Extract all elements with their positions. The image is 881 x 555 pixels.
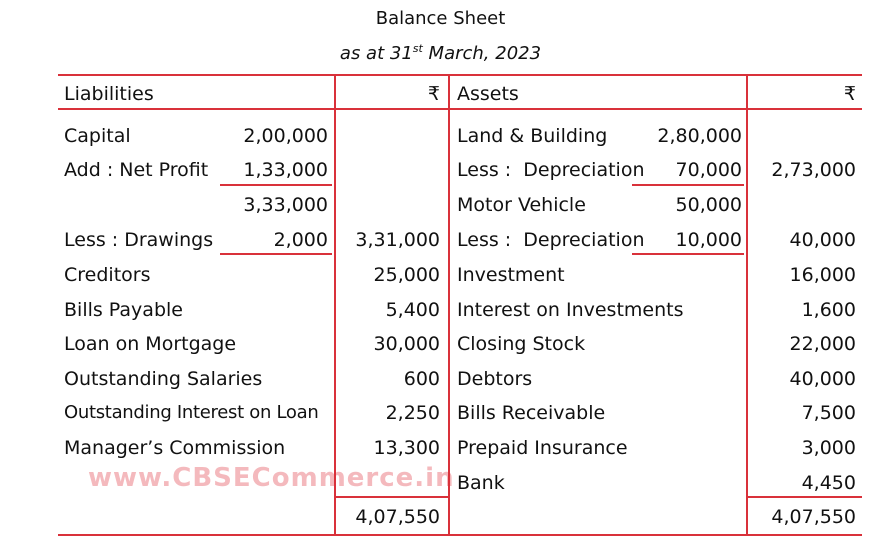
land-depreciation-amount: 70,000: [675, 159, 742, 181]
asset-amount-column-rule: [746, 74, 748, 536]
page-title: Balance Sheet: [375, 8, 506, 29]
investment-label: Investment: [457, 264, 565, 286]
capital-net-amount: 3,31,000: [355, 229, 440, 251]
motor-depreciation-label: Less : Depreciation: [457, 229, 645, 251]
motor-depreciation-underline: [632, 253, 744, 255]
closing-stock-amount: 22,000: [789, 333, 856, 355]
bank-label: Bank: [457, 472, 505, 494]
drawings-underline: [220, 253, 332, 255]
bills-payable-label: Bills Payable: [64, 299, 183, 321]
outstanding-salaries-amount: 600: [403, 368, 440, 390]
header-liab-rupee: ₹: [427, 83, 440, 105]
mortgage-label: Loan on Mortgage: [64, 333, 237, 355]
interest-investments-label: Interest on Investments: [457, 299, 684, 321]
prepaid-insurance-amount: 3,000: [801, 437, 856, 459]
table-top-rule: [58, 74, 862, 76]
capital-label: Capital: [64, 125, 131, 147]
net-profit-amount: 1,33,000: [243, 159, 328, 181]
subtitle-superscript: st: [412, 42, 423, 55]
outstanding-salaries-label: Outstanding Salaries: [64, 368, 263, 390]
outstanding-interest-label: Outstanding Interest on Loan: [64, 402, 319, 423]
header-assets: Assets: [457, 83, 519, 105]
liab-amount-column-rule: [334, 74, 336, 536]
manager-commission-amount: 13,300: [373, 437, 440, 459]
land-building-label: Land & Building: [457, 125, 608, 147]
outstanding-interest-amount: 2,250: [385, 402, 440, 424]
manager-commission-label: Manager’s Commission: [64, 437, 286, 459]
interest-investments-amount: 1,600: [801, 299, 856, 321]
capital-subtotal: 3,33,000: [243, 194, 328, 216]
closing-stock-label: Closing Stock: [457, 333, 586, 355]
subtitle-suffix: March, 2023: [422, 43, 542, 64]
center-column-rule: [448, 74, 450, 536]
debtors-label: Debtors: [457, 368, 533, 390]
motor-net-amount: 40,000: [789, 229, 856, 251]
assets-total: 4,07,550: [771, 506, 856, 528]
header-bottom-rule: [58, 108, 862, 110]
table-bottom-rule: [58, 534, 862, 536]
drawings-amount: 2,000: [273, 229, 328, 251]
land-depreciation-underline: [632, 184, 744, 186]
creditors-amount: 25,000: [373, 264, 440, 286]
bills-receivable-label: Bills Receivable: [457, 402, 606, 424]
debtors-amount: 40,000: [789, 368, 856, 390]
drawings-label: Less : Drawings: [64, 229, 214, 251]
header-liabilities: Liabilities: [64, 83, 154, 105]
creditors-label: Creditors: [64, 264, 151, 286]
land-depreciation-label: Less : Depreciation: [457, 159, 645, 181]
motor-vehicle-amount: 50,000: [675, 194, 742, 216]
subtitle-prefix: as at 31: [339, 43, 413, 64]
land-building-amount: 2,80,000: [657, 125, 742, 147]
motor-vehicle-label: Motor Vehicle: [457, 194, 586, 216]
net-profit-underline: [220, 184, 332, 186]
bills-payable-amount: 5,400: [385, 299, 440, 321]
header-asset-rupee: ₹: [843, 83, 856, 105]
watermark: www.CBSECommerce.in: [88, 463, 455, 493]
investment-amount: 16,000: [789, 264, 856, 286]
prepaid-insurance-label: Prepaid Insurance: [457, 437, 628, 459]
asset-total-top-rule: [746, 496, 862, 498]
net-profit-label: Add : Net Profit: [64, 159, 209, 181]
bills-receivable-amount: 7,500: [801, 402, 856, 424]
mortgage-amount: 30,000: [373, 333, 440, 355]
motor-depreciation-amount: 10,000: [675, 229, 742, 251]
bank-amount: 4,450: [801, 472, 856, 494]
land-net-amount: 2,73,000: [771, 159, 856, 181]
capital-amount: 2,00,000: [243, 125, 328, 147]
page-subtitle: [0, 42, 881, 64]
liabilities-total: 4,07,550: [355, 506, 440, 528]
liab-total-top-rule: [334, 496, 448, 498]
